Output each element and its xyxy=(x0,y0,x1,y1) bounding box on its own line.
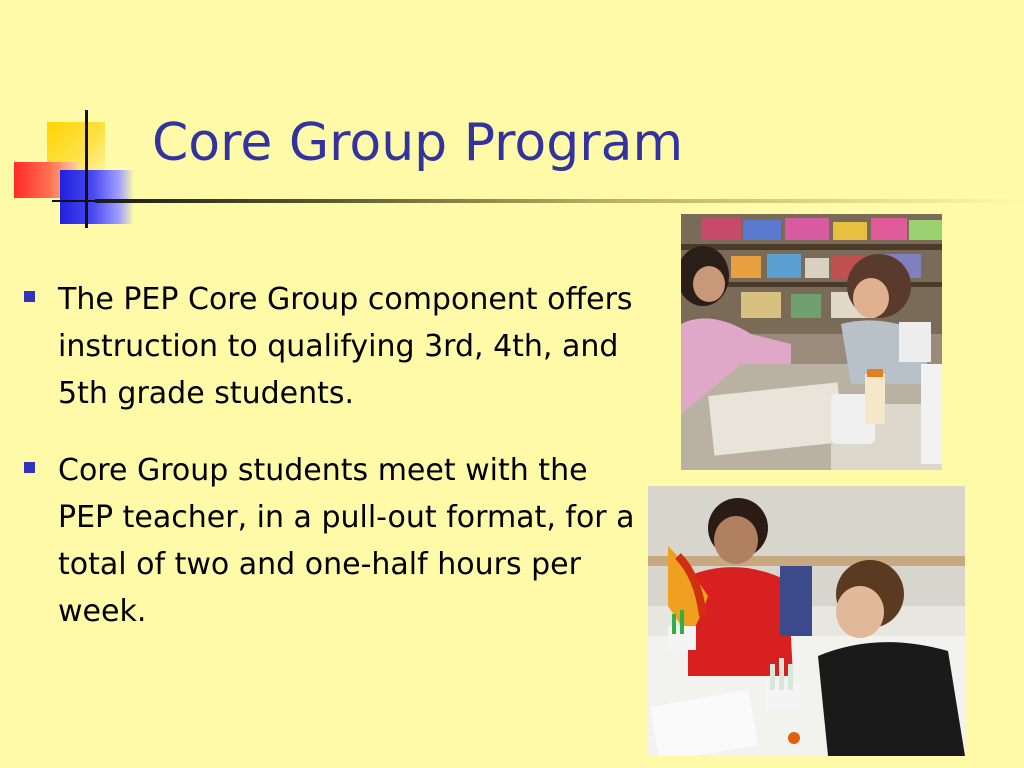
bullet-item xyxy=(22,447,642,635)
title-underline xyxy=(95,199,1024,203)
decoration-vertical-line xyxy=(85,110,88,228)
corner-decoration xyxy=(0,0,160,240)
bullet-text: The PEP Core Group component offers instruction to qualifying 3rd, 4th, and 5th grade students. xyxy=(58,282,633,411)
bullet-square-icon xyxy=(24,291,35,302)
photo-classroom-activity xyxy=(681,214,942,470)
photo-science-experiment xyxy=(648,486,965,756)
bullet-square-icon xyxy=(24,462,35,473)
bullet-text: Core Group students meet with the PEP teacher, in a pull-out format, for a total of two and one-half hours per week. xyxy=(58,453,635,629)
bullet-list xyxy=(22,276,642,665)
slide-title: Core Group Program xyxy=(152,113,684,173)
bullet-item xyxy=(22,276,642,417)
decoration-blue-square xyxy=(60,170,134,224)
